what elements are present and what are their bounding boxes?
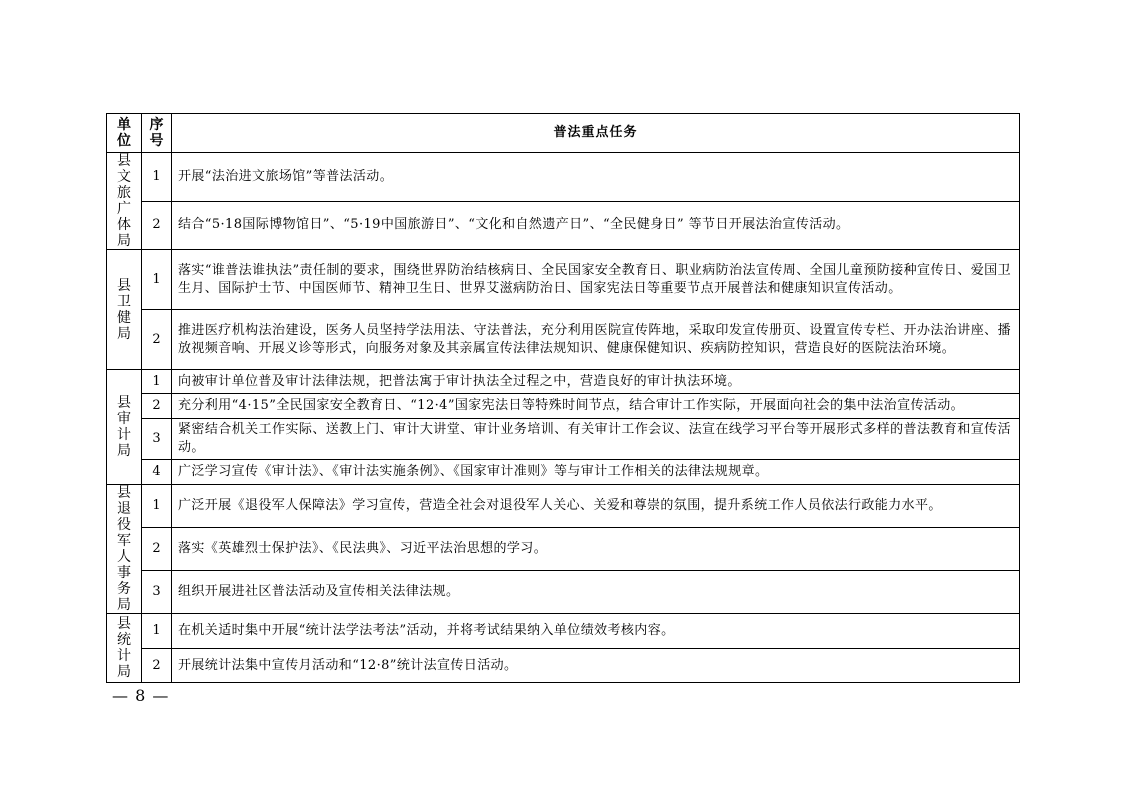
header-row xyxy=(107,114,1020,153)
unit-cell: 县退役军人事务局 xyxy=(107,485,142,614)
task-cell: 组织开展进社区普法活动及宣传相关法律法规。 xyxy=(172,571,1020,614)
seq-cell: 1 xyxy=(142,614,172,649)
unit-cell: 县文旅广体局 xyxy=(107,153,142,250)
task-cell: 开展统计法集中宣传月活动和“12·8”统计法宣传日活动。 xyxy=(172,649,1020,683)
table-row xyxy=(107,250,1020,310)
table-row xyxy=(107,394,1020,419)
page-number: — 8 — xyxy=(112,686,170,705)
task-cell: 落实“谁普法谁执法”责任制的要求，围绕世界防治结核病日、全民国家安全教育日、职业病防治法宣传周、全国儿童预防接种宣传日、爱国卫生月、国际护士节、中国医师节、精神卫生日、世界艾滋病防治日、国家宪法日等重要节点开展普法和健康知识宣传活动。 xyxy=(172,250,1020,310)
seq-cell: 2 xyxy=(142,649,172,683)
unit-cell: 县统计局 xyxy=(107,614,142,683)
table-row xyxy=(107,460,1020,485)
task-cell: 紧密结合机关工作实际、送教上门、审计大讲堂、审计业务培训、有关审计工作会议、法宣在线学习平台等开展形式多样的普法教育和宣传活动。 xyxy=(172,419,1020,460)
table-row xyxy=(107,370,1020,394)
unit-cell: 县卫健局 xyxy=(107,250,142,370)
seq-cell: 2 xyxy=(142,394,172,419)
seq-cell: 4 xyxy=(142,460,172,485)
table-row xyxy=(107,528,1020,571)
table-row xyxy=(107,614,1020,649)
table-row xyxy=(107,485,1020,528)
seq-cell: 1 xyxy=(142,485,172,528)
task-cell: 在机关适时集中开展“统计法学法考法”活动，并将考试结果纳入单位绩效考核内容。 xyxy=(172,614,1020,649)
task-cell: 推进医疗机构法治建设，医务人员坚持学法用法、守法普法，充分利用医院宣传阵地，采取印发宣传册页、设置宣传专栏、开办法治讲座、播放视频音响、开展义诊等形式，向服务对象及其亲属宣传法律法规知识、健康保健知识、疾病防控知识，营造良好的医院法治环境。 xyxy=(172,310,1020,370)
header-unit: 单位 xyxy=(107,114,142,153)
task-table xyxy=(106,113,1020,683)
seq-cell: 2 xyxy=(142,310,172,370)
seq-cell: 3 xyxy=(142,419,172,460)
table-row xyxy=(107,153,1020,202)
task-cell: 广泛学习宣传《审计法》、《审计法实施条例》、《国家审计准则》等与审计工作相关的法律法规规章。 xyxy=(172,460,1020,485)
task-cell: 充分利用“4·15”全民国家安全教育日、“12·4”国家宪法日等特殊时间节点，结合审计工作实际，开展面向社会的集中法治宣传活动。 xyxy=(172,394,1020,419)
seq-cell: 1 xyxy=(142,370,172,394)
seq-cell: 2 xyxy=(142,528,172,571)
table-row xyxy=(107,649,1020,683)
header-seq: 序号 xyxy=(142,114,172,153)
task-cell: 向被审计单位普及审计法律法规，把普法寓于审计执法全过程之中，营造良好的审计执法环境。 xyxy=(172,370,1020,394)
header-task: 普法重点任务 xyxy=(172,114,1020,153)
table-row xyxy=(107,310,1020,370)
task-cell: 广泛开展《退役军人保障法》学习宣传，营造全社会对退役军人关心、关爱和尊崇的氛围，提升系统工作人员依法行政能力水平。 xyxy=(172,485,1020,528)
table-row xyxy=(107,419,1020,460)
seq-cell: 2 xyxy=(142,201,172,250)
seq-cell: 1 xyxy=(142,250,172,310)
task-cell: 结合“5·18国际博物馆日”、“5·19中国旅游日”、“文化和自然遗产日”、“全民健身日” 等节日开展法治宣传活动。 xyxy=(172,201,1020,250)
seq-cell: 3 xyxy=(142,571,172,614)
table-row xyxy=(107,201,1020,250)
seq-cell: 1 xyxy=(142,153,172,202)
unit-cell: 县审计局 xyxy=(107,370,142,485)
task-cell: 开展“法治进文旅场馆”等普法活动。 xyxy=(172,153,1020,202)
table-row xyxy=(107,571,1020,614)
task-cell: 落实《英雄烈士保护法》、《民法典》、习近平法治思想的学习。 xyxy=(172,528,1020,571)
